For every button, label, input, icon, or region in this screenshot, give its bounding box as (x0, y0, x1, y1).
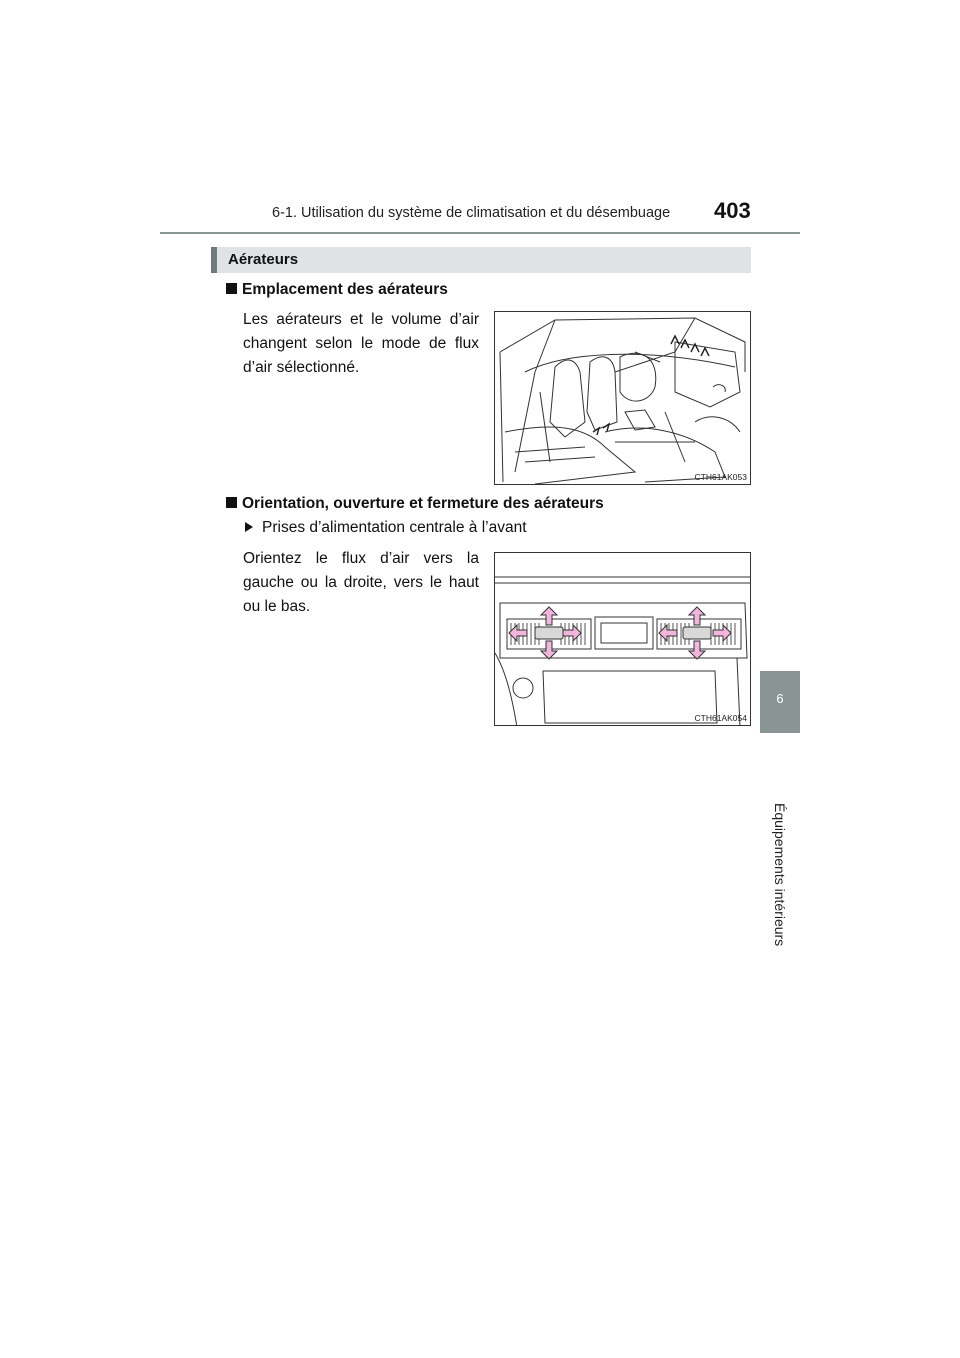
subsection-heading-location (226, 281, 448, 299)
figure-code: CTH61AK053 (694, 472, 747, 482)
vent-location-illustration (494, 311, 751, 485)
subsection-heading-orientation (226, 495, 604, 513)
chapter-tab: 6 (760, 671, 800, 733)
section-title: Aérateurs (228, 251, 299, 268)
car-interior-drawing (495, 312, 751, 485)
bullet-text: Prises d’alimentation centrale à l’avant (262, 519, 527, 536)
subsection-heading-text: Orientation, ouverture et fermeture des aérateurs (242, 495, 604, 512)
orientation-paragraph: Orientez le flux d’air vers la gauche ou la droite, vers le haut ou le bas. (243, 550, 479, 615)
bullet-item (245, 519, 527, 537)
figure-code: CTH61AK054 (694, 713, 747, 723)
location-paragraph: Les aérateurs et le volume d’air changent selon le mode de flux d’air sélectionné. (243, 311, 479, 376)
page-number: 403 (714, 198, 751, 223)
center-vents-drawing (495, 553, 751, 726)
square-bullet-icon (226, 283, 237, 294)
chapter-side-label: Équipements intérieurs (772, 803, 788, 947)
subsection-heading-text: Emplacement des aérateurs (242, 281, 448, 298)
center-vents-illustration (494, 552, 751, 726)
section-header (211, 247, 751, 273)
section-accent (211, 247, 217, 273)
header-title: 6-1. Utilisation du système de climatisation et du désembuage (272, 205, 671, 221)
header-divider (160, 232, 800, 234)
square-bullet-icon (226, 497, 237, 508)
triangle-bullet-icon (245, 522, 253, 532)
